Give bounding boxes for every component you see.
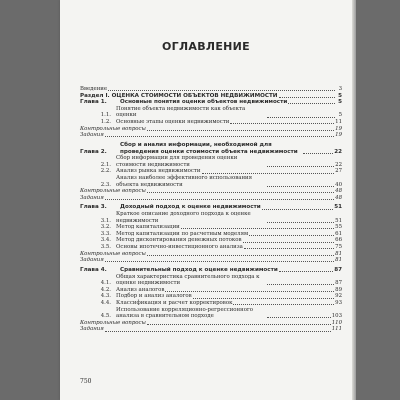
toc-entry-title: Понятие объекта недвижимости как объекта оценки — [116, 105, 246, 119]
dot-leader — [267, 222, 334, 223]
toc-entry-page: 55 — [335, 224, 342, 231]
toc-entry-title: Контрольные вопросы — [80, 319, 146, 326]
toc-entry-page: 5 — [338, 112, 342, 119]
toc-entry-page: 93 — [335, 299, 342, 306]
toc-entry-title: Задания — [80, 257, 104, 264]
toc-entry-title: Контрольные вопросы — [80, 125, 146, 132]
toc-entry-page: 51 — [334, 204, 342, 211]
dot-leader — [147, 130, 334, 131]
toc-entry[interactable] — [80, 274, 342, 287]
toc-entry-number: 2.1. — [100, 161, 111, 168]
toc-entry-number: Глава 4. — [80, 267, 107, 273]
toc-entry-page: 40 — [335, 181, 342, 188]
toc-entry[interactable] — [80, 132, 342, 139]
dot-leader — [105, 261, 334, 262]
dot-leader — [288, 103, 335, 104]
toc-entry-number: 3.4. — [100, 237, 111, 244]
toc-entry-title: Сравнительный подход к оценке недвижимости — [120, 267, 278, 273]
toc-entry-title: Общая характеристика сравнительного подхода к оценке недвижимости — [116, 273, 260, 287]
toc-entry-title: Контрольные вопросы — [80, 250, 146, 257]
toc-entry[interactable] — [80, 119, 342, 126]
toc-entry-page: 5 — [338, 92, 342, 99]
toc-entry-title: Раздел I. ОЦЕНКА СТОИМОСТИ ОБЪЕКТОВ НЕДВИЖИМОСТИ — [80, 92, 278, 99]
dot-leader — [147, 324, 331, 325]
toc-entry[interactable] — [80, 320, 342, 327]
dot-leader — [147, 192, 334, 193]
dot-leader — [267, 186, 334, 187]
table-of-contents — [80, 86, 342, 333]
dot-leader — [279, 271, 333, 272]
toc-entry-number: 4.4. — [100, 299, 111, 306]
toc-entry[interactable] — [80, 267, 342, 274]
dot-leader — [279, 97, 336, 98]
dot-leader — [249, 235, 334, 236]
toc-entry[interactable] — [80, 326, 342, 333]
toc-entry-number: 2.3. — [100, 181, 111, 188]
toc-entry[interactable] — [80, 175, 342, 188]
toc-entry-number: 3.5. — [100, 244, 111, 251]
page-number: 750 — [80, 378, 92, 385]
dot-leader — [267, 166, 334, 167]
toc-entry-number: 3.3. — [100, 230, 111, 237]
toc-entry-title: Использование корреляционно-регрессионного анализа в сравнительном подходе — [116, 306, 254, 320]
toc-entry-title: Основные понятия оценки объектов недвижимости — [120, 99, 288, 106]
toc-entry-page: 89 — [335, 286, 342, 293]
toc-entry-title: Сбор и анализ информации, необходимой для проведения оценки стоимости объекта недвижимости — [120, 141, 298, 155]
toc-entry[interactable] — [80, 142, 342, 155]
toc-entry-title: Контрольные вопросы — [80, 188, 146, 195]
dot-leader — [267, 117, 335, 118]
toc-entry[interactable] — [80, 195, 342, 202]
dot-leader — [202, 173, 335, 174]
toc-entry-page: 92 — [335, 293, 342, 300]
toc-entry-page: 111 — [331, 326, 342, 333]
toc-entry-number: 4.5. — [100, 313, 111, 320]
toc-entry-page: 48 — [335, 188, 342, 195]
dot-leader — [181, 228, 334, 229]
dot-leader — [267, 284, 334, 285]
toc-entry-page: 19 — [335, 132, 342, 139]
toc-entry[interactable] — [80, 224, 342, 231]
dot-leader — [165, 291, 334, 292]
toc-entry-title: Сбор информации для проведения оценки стоимости недвижимости — [116, 155, 238, 168]
toc-entry-page: 3 — [338, 86, 342, 92]
toc-entry-title: Основы ипотечно-инвестиционного анализа — [116, 244, 243, 251]
toc-entry[interactable] — [80, 188, 342, 195]
toc-entry-number: 1.1. — [100, 112, 111, 119]
toc-entry-number: 4.3. — [100, 293, 111, 300]
toc-entry-page: 81 — [335, 250, 342, 257]
toc-entry-title: Метод капитализации — [116, 224, 180, 231]
toc-entry-title: Метод дисконтирования денежных потоков — [116, 237, 242, 244]
toc-entry-number: 4.1. — [100, 280, 111, 287]
toc-entry-page: 61 — [335, 230, 342, 237]
toc-entry-page: 22 — [335, 161, 342, 168]
dot-leader — [303, 153, 333, 154]
toc-entry-page: 66 — [335, 237, 342, 244]
toc-entry-title: Задания — [80, 132, 104, 139]
toc-entry-title: Анализ рынка недвижимости — [116, 168, 201, 175]
dot-leader — [193, 298, 334, 299]
page-edge — [352, 0, 356, 400]
toc-entry[interactable] — [80, 126, 342, 133]
toc-entry[interactable] — [80, 155, 342, 168]
book-page — [60, 0, 352, 400]
toc-entry-page: 103 — [331, 313, 342, 320]
toc-entry-page: 5 — [338, 99, 342, 106]
toc-entry-title: Анализ наиболее эффективного использования объекта недвижимости — [116, 174, 253, 188]
toc-entry-page: 75 — [335, 244, 342, 251]
toc-entry-page: 19 — [335, 125, 342, 132]
toc-entry[interactable] — [80, 307, 342, 320]
dot-leader — [105, 136, 334, 137]
dot-leader — [243, 242, 335, 243]
toc-entry-title: Введение — [80, 86, 108, 92]
toc-entry[interactable] — [80, 300, 342, 307]
toc-entry[interactable] — [80, 244, 342, 251]
toc-entry[interactable] — [80, 168, 342, 175]
toc-entry-number: Глава 2. — [80, 148, 107, 155]
dot-leader — [233, 304, 334, 305]
dot-leader — [230, 123, 334, 124]
dot-leader — [147, 255, 334, 256]
toc-entry-page: 51 — [335, 217, 342, 224]
dot-leader — [105, 331, 331, 332]
dot-leader — [108, 90, 335, 91]
toc-entry-title: Анализ аналогов — [116, 286, 165, 293]
toc-entry-page: 27 — [335, 168, 342, 175]
toc-entry-title: Доходный подход к оценке недвижимости — [120, 204, 261, 211]
toc-entry-title: Краткое описание доходного подхода к оценке недвижимости — [116, 211, 251, 224]
toc-entry-title: Задания — [80, 326, 104, 333]
toc-entry[interactable] — [80, 237, 342, 244]
toc-entry-page: 87 — [334, 267, 342, 273]
toc-entry-page: 81 — [335, 257, 342, 264]
toc-entry-page: 48 — [335, 194, 342, 201]
toc-entry-number: Глава 3. — [80, 204, 107, 211]
toc-entry-page: 110 — [331, 319, 342, 326]
toc-entry-number: 2.2. — [100, 168, 111, 175]
toc-entry-number: Глава 1. — [80, 99, 107, 106]
toc-entry-title: Подбор и анализ аналогов — [116, 293, 192, 300]
toc-entry-page: 22 — [334, 148, 342, 155]
toc-entry[interactable] — [80, 106, 342, 119]
toc-entry-number: 3.1. — [100, 217, 111, 224]
toc-entry[interactable] — [80, 293, 342, 300]
toc-entry[interactable] — [80, 231, 342, 238]
dot-leader — [105, 199, 334, 200]
toc-entry-page: 11 — [335, 118, 342, 125]
toc-entry-number: 3.2. — [100, 224, 111, 231]
dot-leader — [267, 317, 331, 318]
toc-entry-page: 87 — [335, 280, 342, 287]
toc-entry-title: Классификация и расчет корректировок — [116, 299, 233, 306]
toc-entry-title: Задания — [80, 194, 104, 201]
toc-entry[interactable] — [80, 251, 342, 258]
toc-entry[interactable] — [80, 86, 342, 93]
toc-entry-title: Основные этапы оценки недвижимости — [116, 118, 230, 125]
toc-entry[interactable] — [80, 99, 342, 106]
toc-entry[interactable] — [80, 211, 342, 224]
toc-entry[interactable] — [80, 204, 342, 211]
toc-entry-title: Метод капитализации по расчетным моделям — [116, 230, 249, 237]
page-title: ОГЛАВЛЕНИЕ — [162, 40, 250, 53]
dot-leader — [244, 248, 334, 249]
toc-entry[interactable] — [80, 257, 342, 264]
toc-entry-number: 1.2. — [100, 118, 111, 125]
dot-leader — [262, 209, 334, 210]
toc-entry-number: 4.2. — [100, 286, 111, 293]
